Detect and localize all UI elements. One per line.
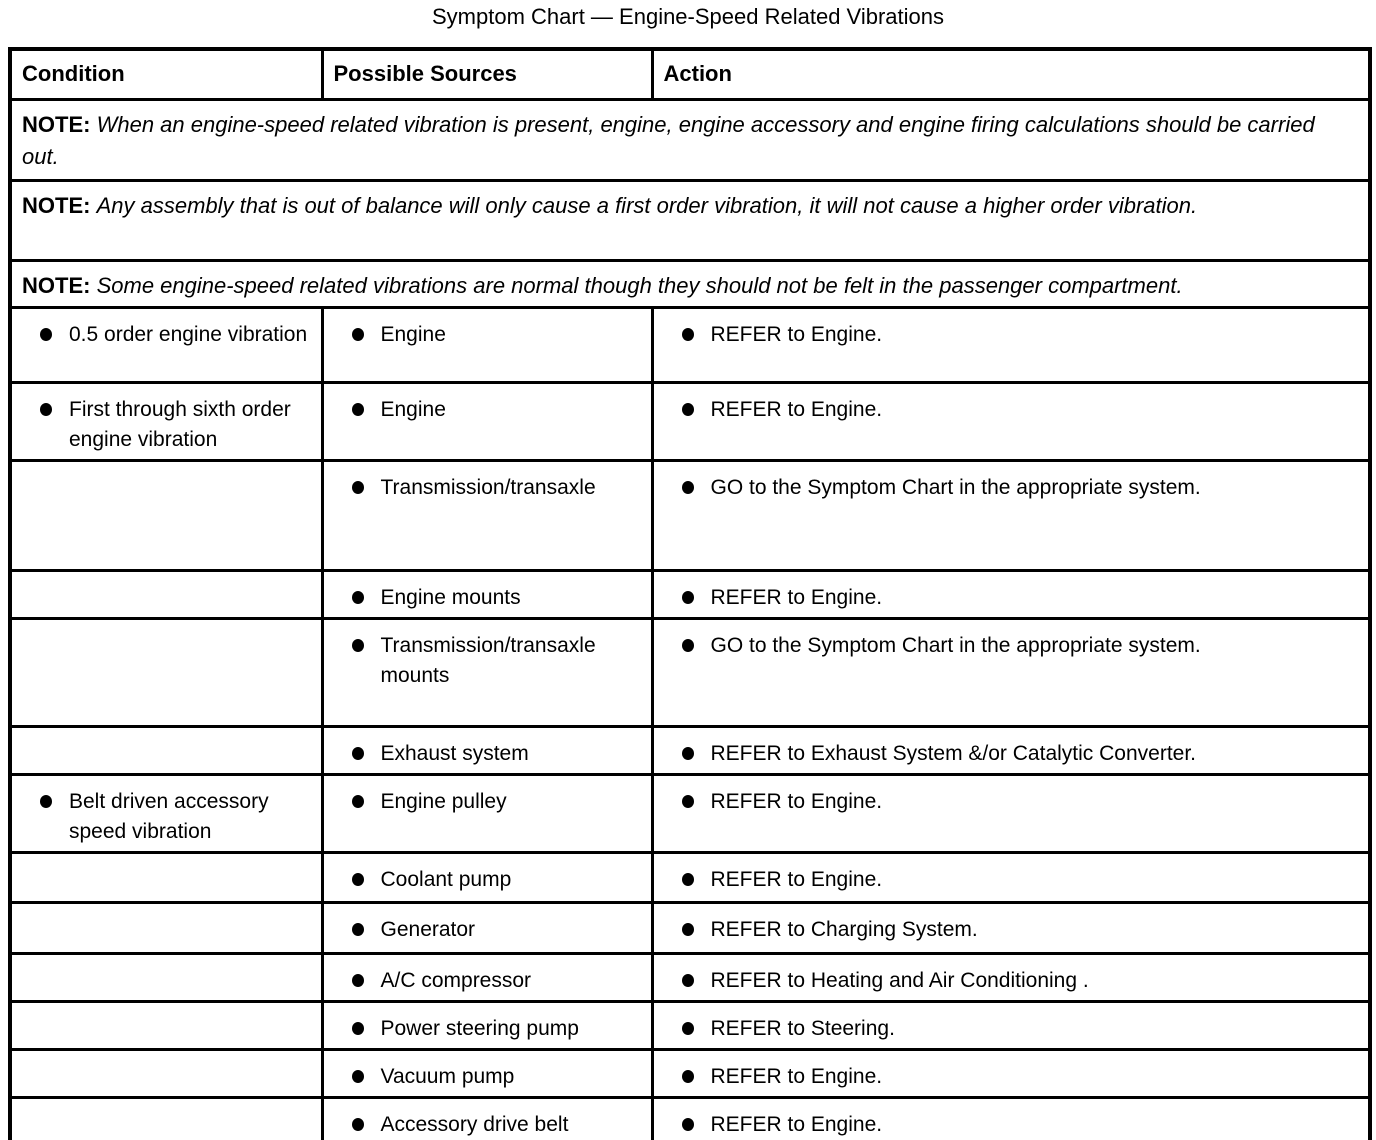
action-cell-text: REFER to Heating and Air Conditioning . bbox=[710, 968, 1089, 992]
action-cell bbox=[652, 382, 1370, 460]
action-cell-text: REFER to Engine. bbox=[710, 867, 883, 891]
bullet-icon bbox=[40, 328, 52, 341]
source-cell bbox=[322, 774, 652, 852]
bullet-icon bbox=[352, 1070, 364, 1083]
note-cell bbox=[10, 260, 1370, 307]
table-row bbox=[10, 852, 1370, 902]
source-cell bbox=[322, 1097, 652, 1140]
source-cell bbox=[322, 382, 652, 460]
note-cell bbox=[10, 180, 1370, 260]
condition-cell bbox=[10, 460, 322, 570]
action-cell-text: REFER to Engine. bbox=[710, 789, 883, 813]
bullet-icon bbox=[682, 795, 694, 808]
bullet-icon bbox=[352, 795, 364, 808]
bullet-icon bbox=[682, 403, 694, 416]
source-cell bbox=[322, 460, 652, 570]
bullet-icon bbox=[352, 403, 364, 416]
bullet-icon bbox=[682, 481, 694, 494]
source-cell-text: A/C compressor bbox=[380, 968, 532, 992]
action-cell bbox=[652, 852, 1370, 902]
source-cell-text: Accessory drive belt bbox=[380, 1112, 569, 1136]
table-header-row bbox=[10, 49, 1370, 99]
action-cell-text: REFER to Engine. bbox=[710, 397, 883, 421]
bullet-icon bbox=[682, 1070, 694, 1083]
condition-cell bbox=[10, 953, 322, 1001]
table-row bbox=[10, 1049, 1370, 1097]
condition-cell bbox=[10, 726, 322, 774]
action-cell bbox=[652, 774, 1370, 852]
bullet-icon bbox=[40, 403, 52, 416]
action-cell bbox=[652, 902, 1370, 953]
bullet-icon bbox=[682, 639, 694, 652]
table-row bbox=[10, 618, 1370, 726]
symptom-table bbox=[8, 47, 1372, 1140]
note-text: When an engine-speed related vibration is present, engine, engine accessory and engine firing calculations should be carried out. bbox=[22, 111, 1315, 169]
condition-cell bbox=[10, 382, 322, 460]
table-row bbox=[10, 460, 1370, 570]
bullet-icon bbox=[682, 923, 694, 936]
condition-cell bbox=[10, 902, 322, 953]
note-cell bbox=[10, 99, 1370, 180]
action-cell bbox=[652, 953, 1370, 1001]
bullet-icon bbox=[352, 481, 364, 494]
action-cell-text: REFER to Engine. bbox=[710, 1112, 883, 1136]
condition-cell-text: First through sixth order engine vibration bbox=[69, 397, 291, 451]
table-row bbox=[10, 1097, 1370, 1140]
source-cell-text: Exhaust system bbox=[380, 741, 529, 765]
condition-cell bbox=[10, 570, 322, 618]
source-cell-text: Transmission/transaxle bbox=[380, 475, 596, 499]
source-cell-text: Engine bbox=[380, 397, 446, 421]
source-cell-text: Coolant pump bbox=[380, 867, 512, 891]
condition-cell bbox=[10, 1049, 322, 1097]
col-header-action: Action bbox=[652, 49, 1370, 99]
action-cell-text: REFER to Engine. bbox=[710, 1064, 883, 1088]
page-title: Symptom Chart — Engine-Speed Related Vibrations bbox=[432, 4, 944, 29]
condition-cell-text: Belt driven accessory speed vibration bbox=[69, 789, 269, 843]
source-cell bbox=[322, 570, 652, 618]
bullet-icon bbox=[40, 795, 52, 808]
source-cell-text: Power steering pump bbox=[380, 1016, 579, 1040]
source-cell bbox=[322, 618, 652, 726]
table-row bbox=[10, 570, 1370, 618]
source-cell bbox=[322, 1001, 652, 1049]
action-cell-text: GO to the Symptom Chart in the appropriate system. bbox=[710, 475, 1201, 499]
action-cell-text: REFER to Charging System. bbox=[710, 917, 978, 941]
bullet-icon bbox=[682, 1022, 694, 1035]
table-row bbox=[10, 382, 1370, 460]
condition-cell bbox=[10, 1001, 322, 1049]
source-cell-text: Vacuum pump bbox=[380, 1064, 515, 1088]
action-cell bbox=[652, 460, 1370, 570]
note-label: NOTE: bbox=[22, 192, 91, 218]
source-cell bbox=[322, 953, 652, 1001]
col-header-possible-sources: Possible Sources bbox=[322, 49, 652, 99]
source-cell bbox=[322, 726, 652, 774]
action-cell bbox=[652, 1001, 1370, 1049]
bullet-icon bbox=[682, 591, 694, 604]
action-cell-text: GO to the Symptom Chart in the appropriate system. bbox=[710, 633, 1201, 657]
note-row bbox=[10, 260, 1370, 307]
condition-cell bbox=[10, 1097, 322, 1140]
bullet-icon bbox=[352, 974, 364, 987]
bullet-icon bbox=[682, 873, 694, 886]
source-cell bbox=[322, 1049, 652, 1097]
action-cell-text: REFER to Exhaust System &/or Catalytic Converter. bbox=[710, 741, 1197, 765]
condition-cell bbox=[10, 307, 322, 382]
source-cell-text: Engine bbox=[380, 322, 446, 346]
bullet-icon bbox=[352, 328, 364, 341]
table-row bbox=[10, 726, 1370, 774]
condition-cell bbox=[10, 852, 322, 902]
source-cell-text: Engine pulley bbox=[380, 789, 507, 813]
bullet-icon bbox=[352, 923, 364, 936]
action-cell bbox=[652, 307, 1370, 382]
bullet-icon bbox=[352, 639, 364, 652]
condition-cell bbox=[10, 774, 322, 852]
note-label: NOTE: bbox=[22, 111, 91, 137]
bullet-icon bbox=[682, 328, 694, 341]
action-cell-text: REFER to Steering. bbox=[710, 1016, 895, 1040]
bullet-icon bbox=[682, 974, 694, 987]
source-cell-text: Generator bbox=[380, 917, 476, 941]
source-cell-text: Engine mounts bbox=[380, 585, 521, 609]
bullet-icon bbox=[352, 873, 364, 886]
note-row bbox=[10, 180, 1370, 260]
bullet-icon bbox=[352, 591, 364, 604]
action-cell-text: REFER to Engine. bbox=[710, 322, 883, 346]
action-cell bbox=[652, 618, 1370, 726]
table-row bbox=[10, 1001, 1370, 1049]
bullet-icon bbox=[682, 747, 694, 760]
bullet-icon bbox=[352, 747, 364, 760]
note-text: Some engine-speed related vibrations are normal though they should not be felt in the passenger compartment. bbox=[96, 272, 1183, 298]
table-row bbox=[10, 307, 1370, 382]
action-cell bbox=[652, 1049, 1370, 1097]
condition-cell-text: 0.5 order engine vibration bbox=[69, 322, 308, 346]
action-cell bbox=[652, 1097, 1370, 1140]
action-cell bbox=[652, 726, 1370, 774]
bullet-icon bbox=[352, 1118, 364, 1131]
action-cell-text: REFER to Engine. bbox=[710, 585, 883, 609]
condition-cell bbox=[10, 618, 322, 726]
source-cell bbox=[322, 852, 652, 902]
source-cell-text: Transmission/transaxle mounts bbox=[380, 633, 596, 687]
bullet-icon bbox=[682, 1118, 694, 1131]
note-label: NOTE: bbox=[22, 272, 91, 298]
table-row bbox=[10, 953, 1370, 1001]
note-text: Any assembly that is out of balance will only cause a first order vibration, it will not cause a higher order vibration. bbox=[96, 192, 1198, 218]
col-header-condition: Condition bbox=[10, 49, 322, 99]
table-row bbox=[10, 774, 1370, 852]
source-cell bbox=[322, 307, 652, 382]
table-row bbox=[10, 902, 1370, 953]
source-cell bbox=[322, 902, 652, 953]
action-cell bbox=[652, 570, 1370, 618]
bullet-icon bbox=[352, 1022, 364, 1035]
note-row bbox=[10, 99, 1370, 180]
